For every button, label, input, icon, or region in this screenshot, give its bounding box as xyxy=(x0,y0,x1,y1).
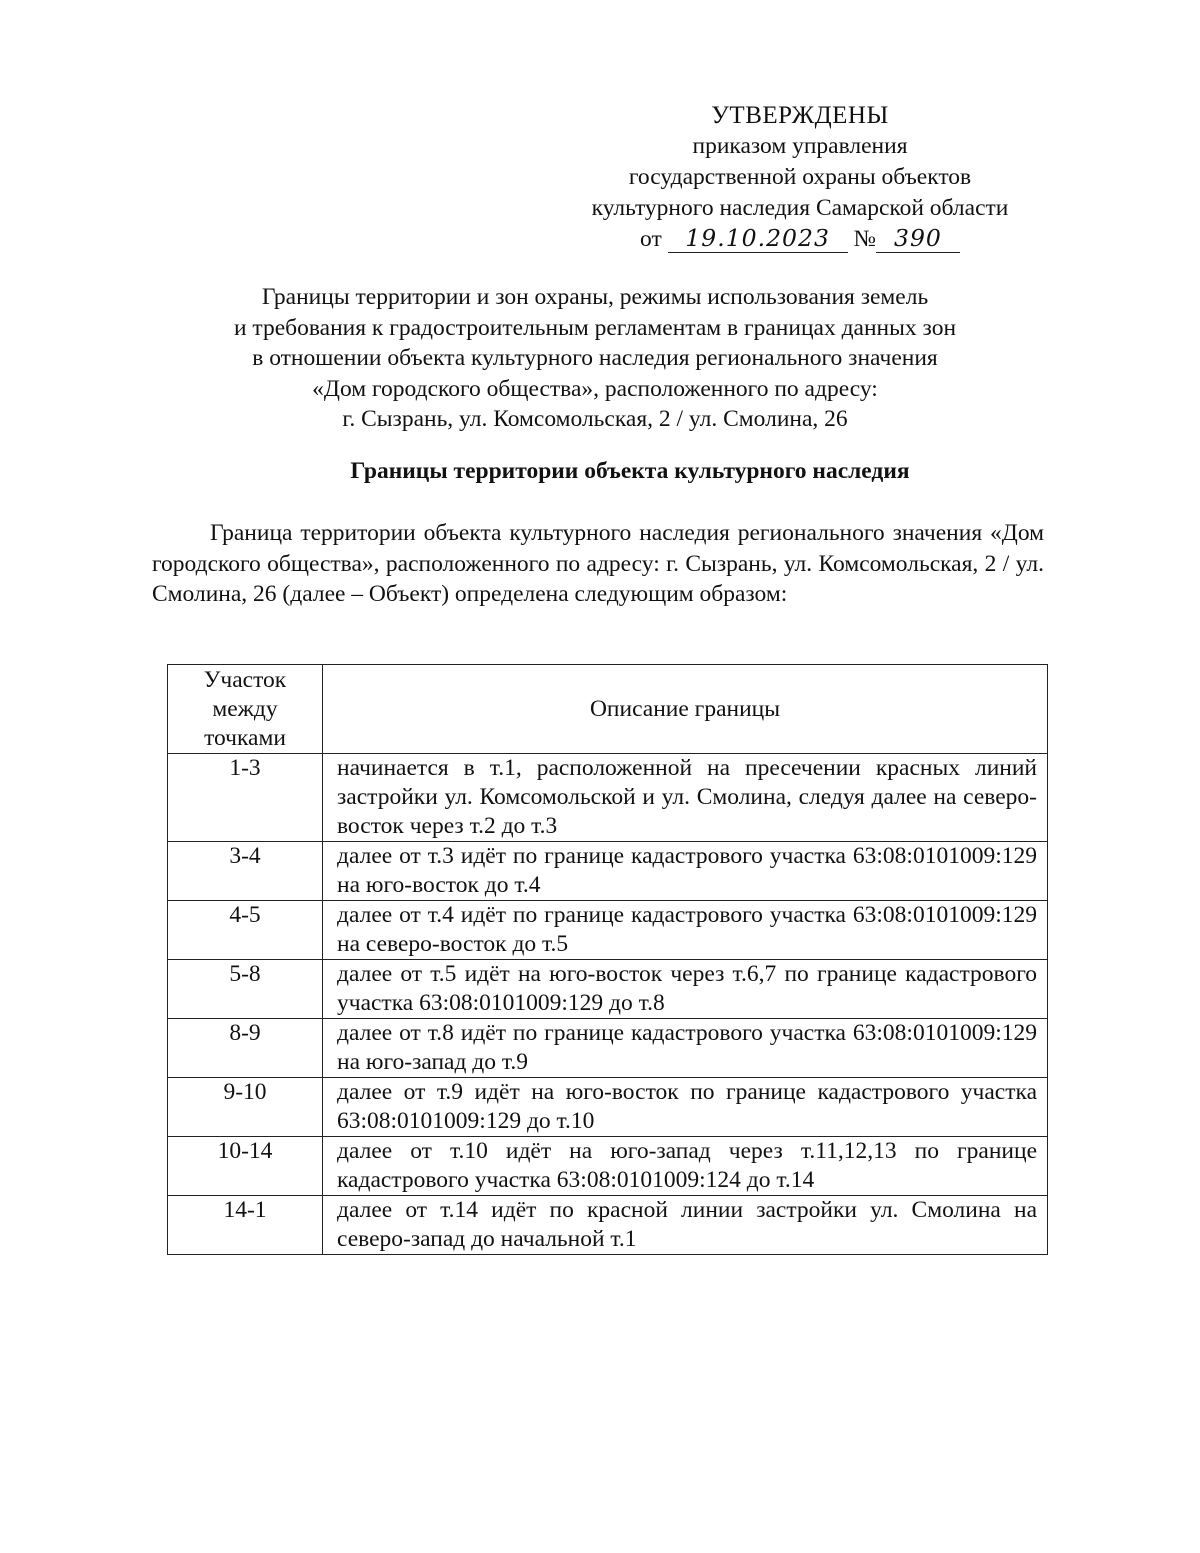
approval-line-3: культурного наследия Самарской области xyxy=(591,195,1009,221)
description-cell: далее от т.10 идёт на юго-запад через т.11,12,13 по границе кадастрового участка 63:08:0101009:124 до т.14 xyxy=(323,1137,1048,1196)
description-cell: далее от т.9 идёт на юго-восток по границе кадастрового участка 63:08:0101009:129 до т.10 xyxy=(323,1078,1048,1137)
description-cell: далее от т.14 идёт по красной линии застройки ул. Смолина на северо-запад до начальной т.1 xyxy=(323,1196,1048,1255)
table-row xyxy=(168,1137,1048,1196)
table-row xyxy=(168,754,1048,842)
table-header-row xyxy=(168,665,1048,754)
table-row xyxy=(168,1078,1048,1137)
header-segment: Участок между точками xyxy=(168,665,323,754)
title-line-1: Границы территории и зон охраны, режимы использования земель xyxy=(261,284,929,310)
description-cell: далее от т.4 идёт по границе кадастрового участка 63:08:0101009:129 на северо-восток до т.5 xyxy=(323,901,1048,960)
number-prefix: № xyxy=(853,226,876,252)
table-row xyxy=(168,1196,1048,1255)
segment-cell: 3-4 xyxy=(168,842,323,901)
segment-cell: 8-9 xyxy=(168,1019,323,1078)
segment-cell: 1-3 xyxy=(168,754,323,842)
segment-cell: 4-5 xyxy=(168,901,323,960)
segment-cell: 10-14 xyxy=(168,1137,323,1196)
table-row xyxy=(168,960,1048,1019)
handwritten-date: 19.10.2023 xyxy=(668,224,848,253)
title-line-5: г. Сызрань, ул. Комсомольская, 2 / ул. Смолина, 26 xyxy=(342,406,848,432)
description-cell: далее от т.5 идёт на юго-восток через т.6,7 по границе кадастрового участка 63:08:0101009:129 до т.8 xyxy=(323,960,1048,1019)
description-cell: далее от т.8 идёт по границе кадастрового участка 63:08:0101009:129 на юго-запад до т.9 xyxy=(323,1019,1048,1078)
intro-paragraph: Граница территории объекта культурного наследия регионального значения «Дом городского общества», расположенного по адресу: г. Сызрань, ул. Комсомольская, 2 / ул. Смолина, 26 (далее – Объект) определена следующим образом: xyxy=(152,520,1044,607)
header-description: Описание границы xyxy=(323,665,1048,754)
handwritten-number: 390 xyxy=(876,224,960,253)
title-line-4: «Дом городского общества», расположенного по адресу: xyxy=(312,375,878,402)
segment-cell: 5-8 xyxy=(168,960,323,1019)
approval-line-2: государственной охраны объектов xyxy=(628,164,972,190)
table-row xyxy=(168,901,1048,960)
approval-block xyxy=(560,100,1040,255)
table-row xyxy=(168,842,1048,901)
document-title xyxy=(150,282,1040,435)
title-line-2: и требования к градостроительным регламентам в границах данных зон xyxy=(233,314,957,341)
segment-cell: 14-1 xyxy=(168,1196,323,1255)
segment-cell: 9-10 xyxy=(168,1078,323,1137)
order-date-number-line xyxy=(560,224,1040,255)
title-line-3: в отношении объекта культурного наследия регионального значения xyxy=(252,345,938,371)
boundary-table xyxy=(167,664,1048,1255)
table-row xyxy=(168,1019,1048,1078)
section-heading: Границы территории объекта культурного наследия xyxy=(350,458,910,484)
approved-title: УТВЕРЖДЕНЫ xyxy=(711,102,889,129)
description-cell: далее от т.3 идёт по границе кадастрового участка 63:08:0101009:129 на юго-восток до т.4 xyxy=(323,842,1048,901)
date-prefix: от xyxy=(640,226,662,252)
description-cell: начинается в т.1, расположенной на пресечении красных линий застройки ул. Комсомольской и ул. Смолина, следуя далее на северо-восток через т.2 до т.3 xyxy=(323,754,1048,842)
approval-line-1: приказом управления xyxy=(692,133,908,159)
